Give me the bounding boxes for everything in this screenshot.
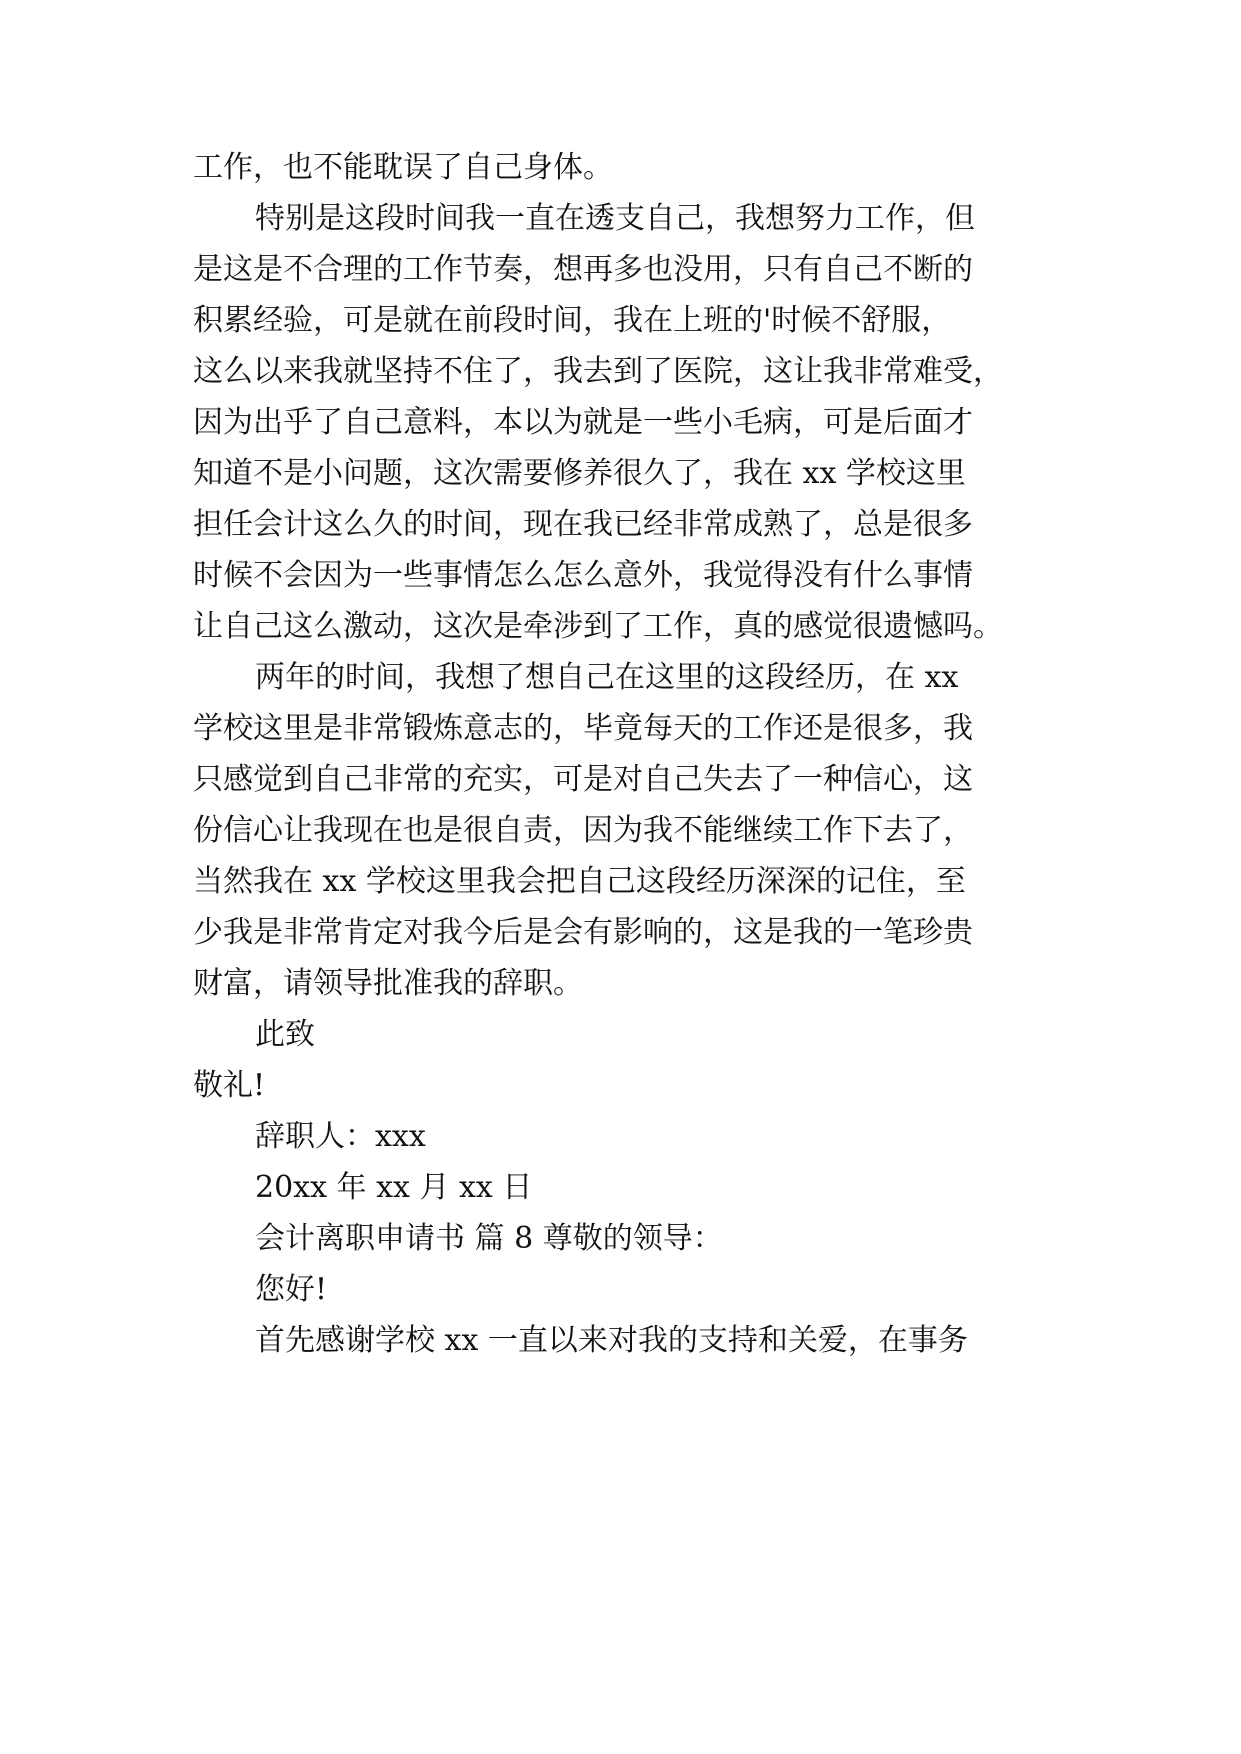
text-line: 学校这里是非常锻炼意志的，毕竟每天的工作还是很多，我 xyxy=(193,711,973,746)
signature-date: 20xx 年 xx 月 xx 日 xyxy=(255,1170,533,1205)
text-line: 积累经验，可是就在前段时间，我在上班的'时候不舒服， xyxy=(193,303,952,338)
paragraph-start-line: 两年的时间，我想了想自己在这里的这段经历，在 xx xyxy=(255,660,959,695)
text-line: 时候不会因为一些事情怎么怎么意外，我觉得没有什么事情 xyxy=(193,558,973,593)
section-heading: 会计离职申请书 篇 8 尊敬的领导： xyxy=(255,1221,723,1256)
closing-phrase: 此致 xyxy=(255,1017,315,1052)
paragraph-start-line: 首先感谢学校 xx 一直以来对我的支持和关爱，在事务 xyxy=(255,1323,968,1358)
text-line: 是这是不合理的工作节奏，想再多也没用，只有自己不断的 xyxy=(193,252,973,287)
text-line: 让自己这么激动，这次是牵涉到了工作，真的感觉很遗憾吗。 xyxy=(193,609,1003,644)
signature-name: 辞职人：xxx xyxy=(255,1119,426,1154)
text-line: 工作，也不能耽误了自己身体。 xyxy=(193,150,613,185)
text-line: 担任会计这么久的时间，现在我已经非常成熟了，总是很多 xyxy=(193,507,973,542)
text-line: 当然我在 xx 学校这里我会把自己这段经历深深的记住，至 xyxy=(193,864,966,899)
closing-salutation: 敬礼! xyxy=(193,1068,266,1103)
text-line: 知道不是小问题，这次需要修养很久了，我在 xx 学校这里 xyxy=(193,456,966,491)
text-line: 这么以来我就坚持不住了，我去到了医院，这让我非常难受， xyxy=(193,354,1003,389)
greeting: 您好! xyxy=(255,1272,328,1307)
text-line: 份信心让我现在也是很自责，因为我不能继续工作下去了， xyxy=(193,813,973,848)
paragraph-start-line: 特别是这段时间我一直在透支自己，我想努力工作，但 xyxy=(255,201,975,236)
text-line: 只感觉到自己非常的充实，可是对自己失去了一种信心，这 xyxy=(193,762,973,797)
text-line: 少我是非常肯定对我今后是会有影响的，这是我的一笔珍贵 xyxy=(193,915,973,950)
text-line: 财富，请领导批准我的辞职。 xyxy=(193,966,583,1001)
text-line: 因为出乎了自己意料，本以为就是一些小毛病，可是后面才 xyxy=(193,405,973,440)
